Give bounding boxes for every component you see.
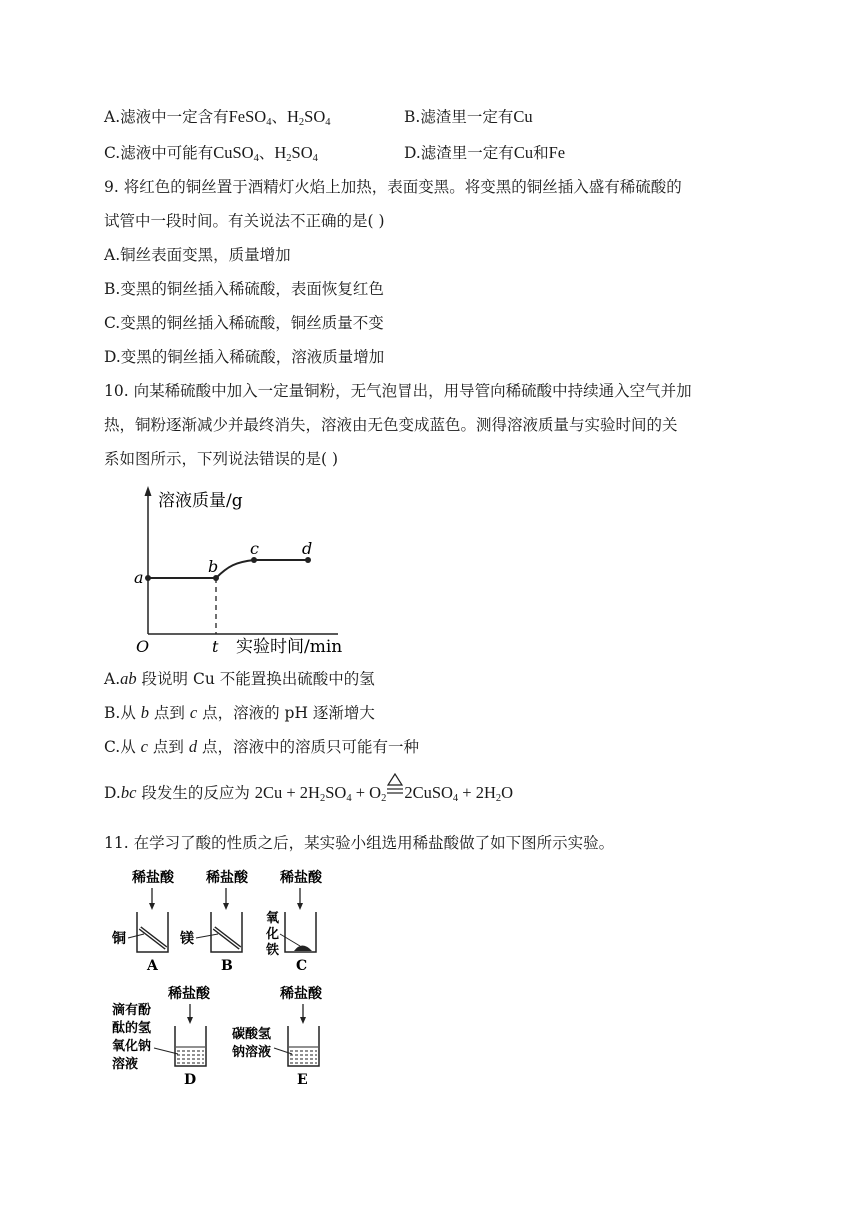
q8-option-c (104, 142, 318, 164)
q10-option-c-mid: 点到 (148, 738, 189, 756)
q11-stem: 11. 在学习了酸的性质之后，某实验小组选用稀盐酸做了如下图所示实验。 (104, 834, 615, 852)
q10-option-c (104, 736, 419, 758)
beaker-e (288, 1026, 319, 1066)
beaker-c-reagent-2: 化 (266, 927, 280, 942)
beaker-a-label: A (147, 958, 158, 974)
q9-stem-line2: 试管中一段时间。有关说法不正确的是( ) (104, 212, 385, 230)
q10-option-b-rest: 点，溶液的 pH 逐渐增大 (197, 704, 375, 722)
q10-option-a (104, 668, 375, 690)
q10-graph-label-d: d (302, 539, 313, 558)
beaker-c-label: C (296, 958, 308, 974)
q10-option-c-ital2: d (188, 737, 198, 756)
q10-option-b-ital2: c (189, 703, 198, 722)
q9-option-a: A.铜丝表面变黑，质量增加 (104, 246, 291, 264)
beaker-b-arrowhead (223, 903, 229, 910)
q8-option-c-sep: 、 (258, 144, 275, 162)
heating-equals-icon (386, 782, 404, 804)
beaker-c-leader (280, 934, 300, 946)
beaker-e-reagent-1: 碳酸氢 (232, 1027, 272, 1042)
q11-figure-svg (104, 862, 354, 1092)
q11-figure (104, 862, 354, 1092)
q10-graph-point-a (145, 575, 151, 581)
q8-option-d-text: D.滤渣里一定有 (404, 144, 514, 162)
q10-graph (128, 482, 368, 662)
q9-option-b: B.变黑的铜丝插入稀硫酸，表面恢复红色 (104, 280, 384, 298)
beaker-d-label: D (184, 1072, 197, 1088)
q10-option-a-rest: 段说明 Cu 不能置换出硫酸中的氢 (136, 670, 375, 688)
q10-option-b-mid: 点到 (149, 704, 190, 722)
q9-option-d: D.变黑的铜丝插入稀硫酸，溶液质量增加 (104, 348, 385, 366)
beaker-a-strip-inner (140, 928, 166, 948)
beaker-d-reagent-1: 滴有酚 (112, 1003, 152, 1018)
beaker-d-arrowhead (187, 1017, 193, 1024)
q8-option-b (404, 106, 533, 128)
q10-graph-label-t: t (212, 637, 219, 656)
q10-stem-line3: 系如图所示，下列说法错误的是( ) (104, 450, 339, 468)
beaker-b-strip-inner (214, 928, 240, 948)
q8-option-d (404, 142, 565, 164)
q8-option-d-chem2: Fe (548, 143, 566, 162)
q10-graph-ylabel: 溶液质量/g (158, 491, 243, 511)
q10-option-a-prefix: A. (104, 670, 121, 688)
q8-option-d-mid: 和 (533, 144, 549, 162)
q10-graph-label-c: c (250, 539, 259, 558)
beaker-e-label: E (297, 1072, 308, 1088)
beaker-b-acid-label: 稀盐酸 (206, 870, 248, 886)
q8-option-a-chem2: $H_2SO_4$ (286, 107, 331, 128)
beaker-c-arrowhead (297, 903, 303, 910)
q10-option-b-ital1: b (140, 703, 149, 722)
beaker-b-label: B (221, 958, 233, 974)
beaker-d (175, 1026, 206, 1066)
q10-option-c-prefix: C.从 (104, 738, 141, 756)
q10-option-c-ital1: c (140, 737, 148, 756)
beaker-a-reagent: 铜 (112, 931, 126, 947)
q10-graph-xlabel: 实验时间/min (236, 637, 343, 657)
q10-option-b-prefix: B.从 (104, 704, 141, 722)
q10-option-c-rest: 点，溶液中的溶质只可能有一种 (197, 738, 420, 756)
q10-option-d-ital: bc (120, 783, 137, 802)
q8-option-c-chem2: $H_2SO_4$ (274, 143, 318, 164)
q10-graph-label-b: b (208, 557, 219, 576)
beaker-e-acid-label: 稀盐酸 (280, 986, 322, 1002)
beaker-c-acid-label: 稀盐酸 (280, 870, 322, 886)
beaker-e-reagent-2: 钠溶液 (232, 1045, 272, 1060)
q10-graph-origin: O (136, 637, 150, 656)
q9-stem-line1: 9. 将红色的铜丝置于酒精灯火焰上加热，表面变黑。将变黑的铜丝插入盛有稀硫酸的 (104, 178, 682, 196)
q8-option-a-sep: 、 (271, 108, 287, 126)
q10-option-d-equation: $2Cu + 2H_2SO_4 + O_2$ 2CuSO$_4$ + $2H_2O$ (255, 783, 513, 802)
q8-option-a (104, 106, 331, 128)
beaker-e-leader (274, 1048, 292, 1054)
q8-option-a-text: A.滤液中一定含有 (104, 108, 229, 126)
q9-option-c: C.变黑的铜丝插入稀硫酸，铜丝质量不变 (104, 314, 384, 332)
beaker-d-reagent-3: 氧化钠 (112, 1039, 152, 1054)
q10-option-b (104, 702, 375, 724)
beaker-d-reagent-2: 酞的氢 (112, 1021, 152, 1036)
beaker-d-acid-label: 稀盐酸 (168, 986, 210, 1002)
q10-graph-svg (128, 482, 368, 662)
q8-option-c-text: C.滤液中可能有 (104, 144, 214, 162)
beaker-b-leader (196, 934, 218, 938)
q8-option-a-chem1: FeSO$_4$ (228, 107, 272, 128)
beaker-a-acid-label: 稀盐酸 (132, 870, 174, 886)
q10-stem-line2: 热，铜粉逐渐减少并最终消失，溶液由无色变成蓝色。测得溶液质量与实验时间的关 (104, 416, 678, 434)
beaker-c-powder (294, 946, 312, 952)
beaker-a-arrowhead (149, 903, 155, 910)
q8-option-b-text: B.滤渣里一定有 (404, 108, 514, 126)
q10-option-d-mid: 段发生的反应为 (136, 784, 255, 802)
q8-option-d-chem1: Cu (513, 143, 534, 162)
beaker-c-reagent-3: 铁 (266, 943, 280, 958)
beaker-d-reagent-4: 溶液 (112, 1057, 139, 1072)
q8-option-b-chem: Cu (513, 107, 533, 126)
q8-option-c-chem1: CuSO$_4$ (213, 143, 259, 164)
beaker-b-reagent: 镁 (180, 931, 194, 947)
beaker-a-leader (128, 934, 144, 938)
q10-stem-line1: 10. 向某稀硫酸中加入一定量铜粉，无气泡冒出，用导管向稀硫酸中持续通入空气并加 (104, 382, 692, 400)
q10-option-d (104, 782, 513, 804)
beaker-c-reagent-1: 氧 (266, 911, 280, 926)
q10-option-a-ital: ab (120, 669, 137, 688)
beaker-e-arrowhead (300, 1017, 306, 1024)
q10-graph-label-a: a (134, 568, 144, 587)
q10-option-d-prefix: D. (104, 784, 121, 802)
